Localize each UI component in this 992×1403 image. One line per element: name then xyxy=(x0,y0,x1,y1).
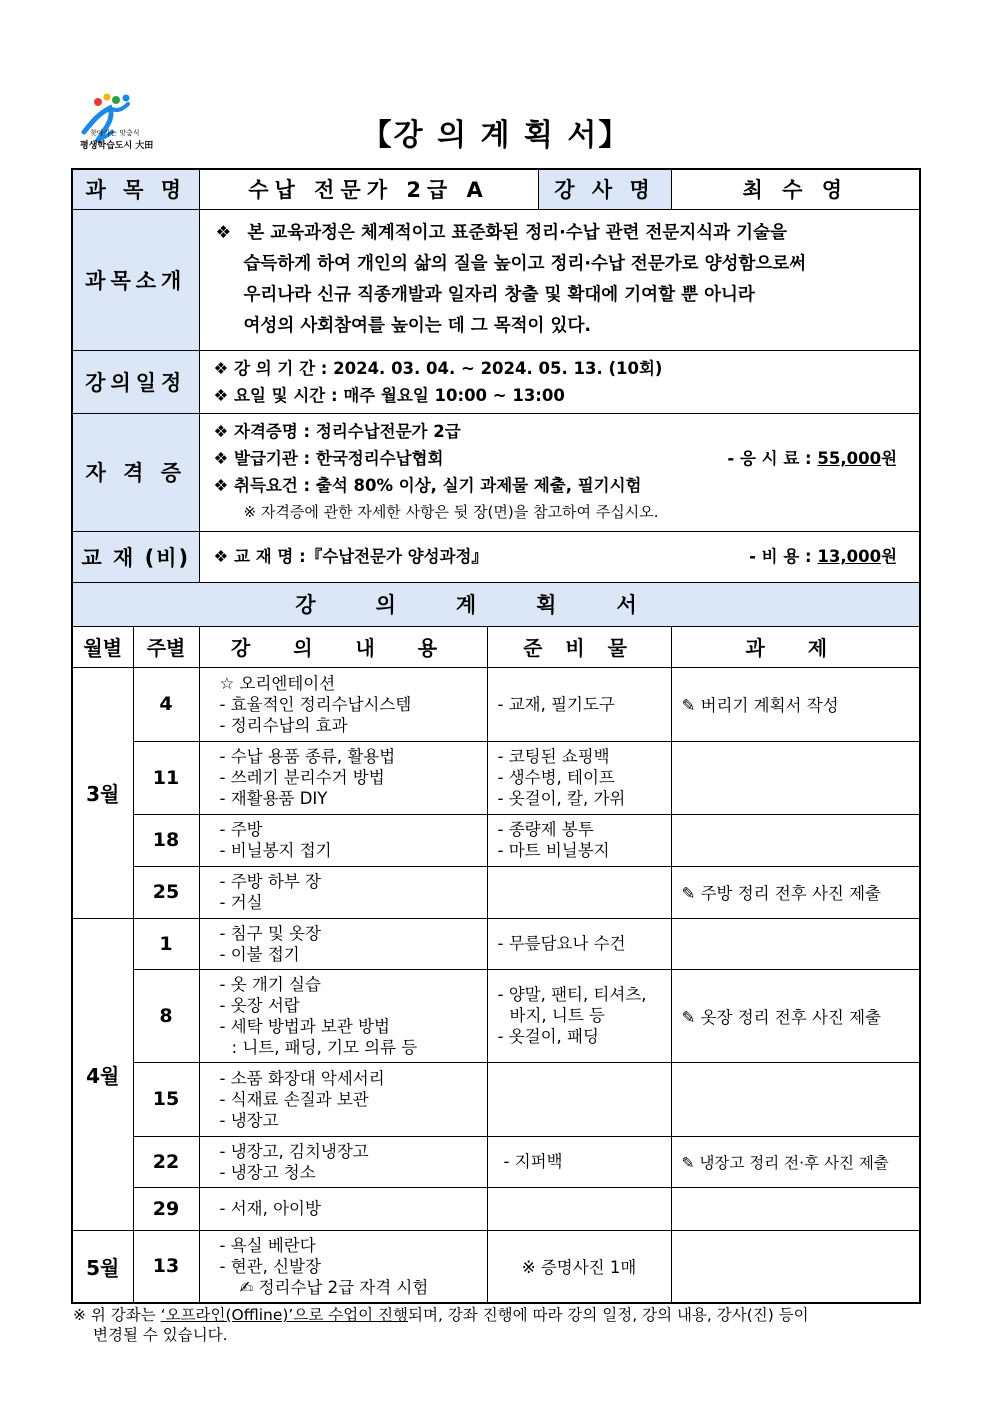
month-april: 4월 xyxy=(72,918,133,1230)
offline-notice: ‘오프라인(Offline)’으로 수업이 진행 xyxy=(160,1306,409,1324)
task-cell xyxy=(671,741,920,814)
week-cell: 29 xyxy=(133,1187,199,1230)
prep-cell xyxy=(487,866,671,918)
table-row xyxy=(72,866,920,918)
textbook-name: ❖ 교 재 명 :『수납전문가 양성과정』 xyxy=(213,547,488,566)
content-cell: - 주방 - 비닐봉지 접기 xyxy=(199,814,487,866)
table-row xyxy=(72,1230,920,1303)
prep-cell: - 종량제 봉투 - 마트 비닐봉지 xyxy=(487,814,671,866)
textbook-info xyxy=(199,531,920,582)
content-cell: ☆ 오리엔테이션 - 효율적인 정리수납시스템 - 정리수납의 효과 xyxy=(199,667,487,741)
schedule-label: 강의일정 xyxy=(72,350,199,413)
task-cell xyxy=(671,1230,920,1303)
col-week: 주별 xyxy=(133,626,199,667)
table-row xyxy=(72,1187,920,1230)
task-cell xyxy=(671,814,920,866)
week-cell: 15 xyxy=(133,1062,199,1136)
task-cell: ✎ 버리기 계획서 작성 xyxy=(671,667,920,741)
certificate-label: 자 격 증 xyxy=(72,413,199,531)
logo-name: 평생학습도시 大田 xyxy=(80,141,154,151)
exam-fee: - 응 시 료 : 55,000원 xyxy=(727,449,898,468)
prep-cell: - 코팅된 쇼핑백 - 생수병, 테이프 - 옷걸이, 칼, 가위 xyxy=(487,741,671,814)
table-row xyxy=(72,1136,920,1187)
week-cell: 18 xyxy=(133,814,199,866)
document-title: 【강 의 계 획 서】 xyxy=(361,118,631,153)
week-cell: 22 xyxy=(133,1136,199,1187)
col-month: 월별 xyxy=(72,626,133,667)
month-march: 3월 xyxy=(72,667,133,918)
schedule-period: ❖ 강 의 기 간 : 2024. 03. 04. ~ 2024. 05. 13. (10회) xyxy=(213,358,663,378)
instructor-label: 강 사 명 xyxy=(538,169,671,209)
col-prep: 준 비 물 xyxy=(487,626,671,667)
content-cell: - 서재, 아이방 xyxy=(199,1187,487,1230)
plan-band-title: 강의계획서 xyxy=(72,582,920,626)
textbook-label: 교 재 (비) xyxy=(72,531,199,582)
col-task: 과 제 xyxy=(671,626,920,667)
certificate-name: ❖ 자격증명 : 정리수납전문가 2급 xyxy=(213,422,461,441)
prep-cell: ※ 증명사진 1매 xyxy=(487,1230,671,1303)
task-cell: ✎ 옷장 정리 전후 사진 제출 xyxy=(671,969,920,1062)
certificate-issuer: ❖ 발급기관 : 한국정리수납협회 xyxy=(213,449,444,468)
table-row xyxy=(72,918,920,969)
content-cell: - 주방 하부 장 - 거실 xyxy=(199,866,487,918)
task-cell: ✎ 주방 정리 전후 사진 제출 xyxy=(671,866,920,918)
logo-tagline: 찾아가는 맞춤식 xyxy=(90,129,140,137)
prep-cell xyxy=(487,1187,671,1230)
week-cell: 1 xyxy=(133,918,199,969)
month-may: 5월 xyxy=(72,1230,133,1303)
prep-cell xyxy=(487,1062,671,1136)
task-cell xyxy=(671,1187,920,1230)
content-cell: - 옷 개기 실습 - 옷장 서랍 - 세탁 방법과 보관 방법 : 니트, 패딩, 기모 의류 등 xyxy=(199,969,487,1062)
week-cell: 13 xyxy=(133,1230,199,1303)
footer-note: ※ 위 강좌는 ‘오프라인(Offline)’으로 수업이 진행되며, 강좌 진행에 따라 강의 일정, 강의 내용, 강사(진) 등이 변경될 수 있습니다. xyxy=(73,1306,809,1344)
table-row xyxy=(72,814,920,866)
content-cell: - 소품 화장대 악세서리 - 식재료 손질과 보관 - 냉장고 xyxy=(199,1062,487,1136)
certificate-info xyxy=(199,413,920,531)
table-row xyxy=(72,1062,920,1136)
prep-cell: - 지퍼백 xyxy=(487,1136,671,1187)
week-cell: 25 xyxy=(133,866,199,918)
task-cell: ✎ 냉장고 정리 전·후 사진 제출 xyxy=(671,1136,920,1187)
course-plan-table xyxy=(71,168,921,1304)
intro-bullet: ❖ xyxy=(215,222,232,243)
task-cell xyxy=(671,918,920,969)
certificate-requirements: ❖ 취득요건 : 출석 80% 이상, 실기 과제물 제출, 필기시험 xyxy=(213,476,642,495)
table-row xyxy=(72,741,920,814)
content-cell: - 욕실 베란다 - 현관, 신발장 ✍ 정리수납 2급 자격 시험 xyxy=(199,1230,487,1303)
prep-cell: - 교재, 필기도구 xyxy=(487,667,671,741)
schedule-time: ❖ 요일 및 시간 : 매주 월요일 10:00 ~ 13:00 xyxy=(213,385,565,405)
prep-cell: - 양말, 팬티, 티셔츠, 바지, 니트 등 - 옷걸이, 패딩 xyxy=(487,969,671,1062)
course-name-label: 과 목 명 xyxy=(72,169,199,209)
prep-cell: - 무릎담요나 수건 xyxy=(487,918,671,969)
instructor-value: 최 수 영 xyxy=(671,169,920,209)
table-row xyxy=(72,667,920,741)
week-cell: 8 xyxy=(133,969,199,1062)
week-cell: 11 xyxy=(133,741,199,814)
col-content: 강 의 내 용 xyxy=(199,626,487,667)
content-cell: - 냉장고, 김치냉장고 - 냉장고 청소 xyxy=(199,1136,487,1187)
content-cell: - 침구 및 옷장 - 이불 접기 xyxy=(199,918,487,969)
textbook-cost: - 비 용 : 13,000원 xyxy=(749,547,898,566)
certificate-note: ※ 자격증에 관한 자세한 사항은 뒷 장(면)을 참고하여 주십시오. xyxy=(243,503,659,521)
course-intro-text: ❖ 본 교육과정은 체계적이고 표준화된 정리·수납 관련 전문지식과 기술을 습득하게 하여 개인의 삶의 질을 높이고 정리·수납 전문가로 양성함으로써 우리나라 신규 직종개발과 일자리 창출 및 확대에 기여할 뿐 아니라 여성의 사회참여를 높이는 데 그 목적이 있다. xyxy=(199,209,920,350)
week-cell: 4 xyxy=(133,667,199,741)
task-cell xyxy=(671,1062,920,1136)
table-row xyxy=(72,969,920,1062)
course-intro-label: 과목소개 xyxy=(72,209,199,350)
schedule-info xyxy=(199,350,920,413)
content-cell: - 수납 용품 종류, 활용법 - 쓰레기 분리수거 방법 - 재활용품 DIY xyxy=(199,741,487,814)
course-name-value: 수납 전문가 2급 A xyxy=(199,169,538,209)
